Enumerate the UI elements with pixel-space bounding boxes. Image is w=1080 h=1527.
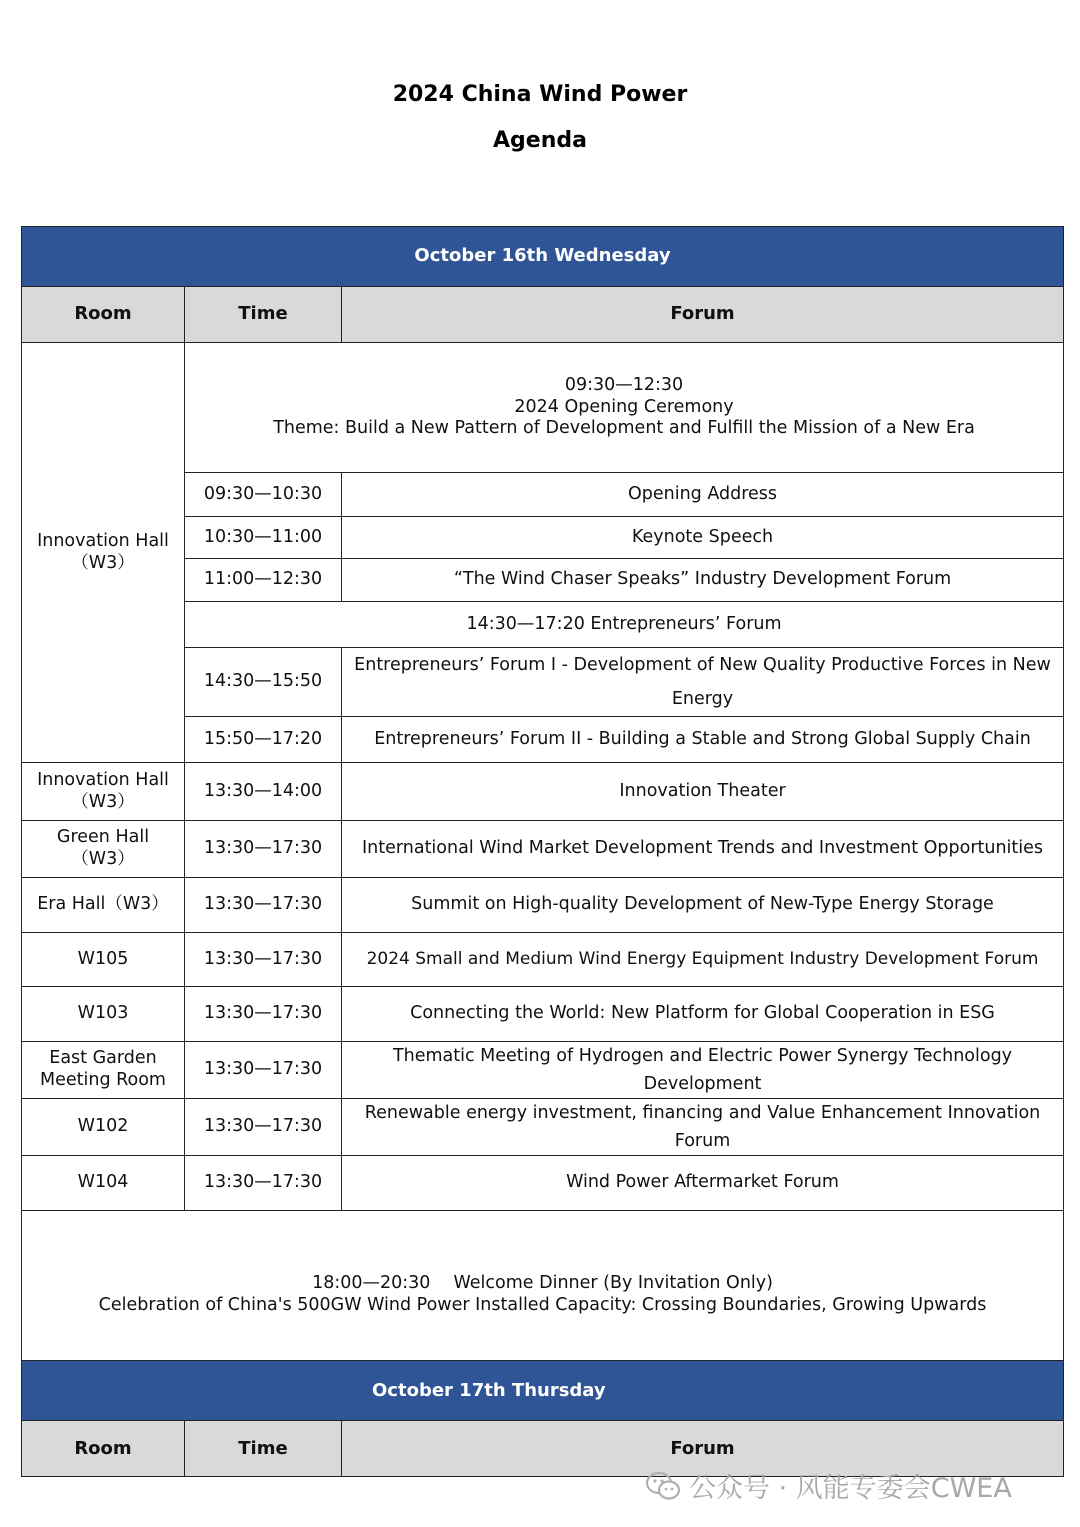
agenda-table <box>21 226 1064 1477</box>
session-time: 13:30—17:30 <box>185 1099 342 1156</box>
session-forum: Entrepreneurs’ Forum II - Building a Stable and Strong Global Supply Chain <box>342 717 1064 763</box>
table-row <box>22 763 1064 821</box>
session-forum: International Wind Market Development Trends and Investment Opportunities <box>342 821 1064 878</box>
table-row <box>22 1099 1064 1156</box>
room-column-header: Room <box>22 287 185 343</box>
dinner-celebration: Celebration of China's 500GW Wind Power Installed Capacity: Crossing Boundaries, Growing Upwards <box>98 1294 987 1315</box>
room-cell <box>22 1042 185 1099</box>
welcome-dinner-cell <box>22 1211 1064 1361</box>
room-code: （W3） <box>71 552 135 573</box>
opening-ceremony-cell <box>185 343 1064 473</box>
forum-column-header: Forum <box>342 1421 1064 1477</box>
room-cell <box>22 821 185 878</box>
day-header-thursday-label: October 17th Thursday <box>372 1379 606 1401</box>
session-forum: Keynote Speech <box>342 517 1064 559</box>
table-row <box>22 878 1064 933</box>
day-header-row <box>22 1361 1064 1421</box>
watermark-text: 公众号 · 风能专委会CWEA <box>689 1473 1012 1504</box>
table-row <box>22 343 1064 473</box>
time-column-header: Time <box>185 287 342 343</box>
day-header-row <box>22 227 1064 287</box>
time-column-header: Time <box>185 1421 342 1477</box>
room-name: East Garden <box>49 1048 157 1069</box>
room-code: （W3） <box>71 791 135 812</box>
session-time: 11:00—12:30 <box>185 559 342 602</box>
opening-time: 09:30—12:30 <box>564 374 684 395</box>
watermark <box>645 1466 1012 1505</box>
session-forum: “The Wind Chaser Speaks” Industry Development Forum <box>342 559 1064 602</box>
room-name: Innovation Hall <box>37 530 169 551</box>
room-column-header: Room <box>22 1421 185 1477</box>
session-forum: Wind Power Aftermarket Forum <box>342 1156 1064 1211</box>
room-name: Innovation Hall <box>37 769 169 790</box>
session-forum: Connecting the World: New Platform for Global Cooperation in ESG <box>342 987 1064 1042</box>
dinner-time-and-title: 18:00—20:30 Welcome Dinner (By Invitation Only) <box>312 1272 773 1293</box>
table-row <box>22 1211 1064 1361</box>
forum-column-header: Forum <box>342 287 1064 343</box>
room-cell: W103 <box>22 987 185 1042</box>
day-header-thursday <box>22 1361 1064 1421</box>
session-forum: Summit on High-quality Development of New-Type Energy Storage <box>342 878 1064 933</box>
session-time: 15:50—17:20 <box>185 717 342 763</box>
session-time: 13:30—17:30 <box>185 821 342 878</box>
session-time: 09:30—10:30 <box>185 473 342 517</box>
session-forum: Innovation Theater <box>342 763 1064 821</box>
session-time: 13:30—14:00 <box>185 763 342 821</box>
entrepreneurs-forum-header: 14:30—17:20 Entrepreneurs’ Forum <box>185 602 1064 648</box>
opening-theme: Theme: Build a New Pattern of Development and Fulfill the Mission of a New Era <box>273 418 975 439</box>
table-row <box>22 1042 1064 1099</box>
room-cell-innovation-hall <box>22 343 185 763</box>
session-time: 13:30—17:30 <box>185 878 342 933</box>
session-time: 13:30—17:30 <box>185 1042 342 1099</box>
session-forum: Renewable energy investment, financing and Value Enhancement Innovation Forum <box>342 1099 1064 1156</box>
session-time: 10:30—11:00 <box>185 517 342 559</box>
wechat-icon <box>645 1471 681 1501</box>
session-forum: Opening Address <box>342 473 1064 517</box>
room-cell: Era Hall（W3） <box>22 878 185 933</box>
document-subtitle: Agenda <box>493 128 587 153</box>
session-forum: Thematic Meeting of Hydrogen and Electric Power Synergy Technology Development <box>342 1042 1064 1099</box>
table-row <box>22 821 1064 878</box>
room-cell: W102 <box>22 1099 185 1156</box>
room-code: Meeting Room <box>40 1070 166 1091</box>
room-cell: W104 <box>22 1156 185 1211</box>
room-name: Green Hall <box>56 827 150 848</box>
session-time: 13:30—17:30 <box>185 1156 342 1211</box>
document-title: 2024 China Wind Power <box>392 82 688 107</box>
session-forum: 2024 Small and Medium Wind Energy Equipment Industry Development Forum <box>342 933 1064 987</box>
session-time: 13:30—17:30 <box>185 933 342 987</box>
session-forum: Entrepreneurs’ Forum I - Development of New Quality Productive Forces in New Energy <box>342 648 1064 717</box>
room-cell: W105 <box>22 933 185 987</box>
room-cell <box>22 763 185 821</box>
table-row <box>22 1156 1064 1211</box>
session-time: 14:30—15:50 <box>185 648 342 717</box>
column-header-row <box>22 287 1064 343</box>
day-header-wednesday: October 16th Wednesday <box>22 227 1064 287</box>
table-row <box>22 987 1064 1042</box>
session-time: 13:30—17:30 <box>185 987 342 1042</box>
opening-name: 2024 Opening Ceremony <box>514 396 734 417</box>
room-code: （W3） <box>71 849 135 870</box>
table-row <box>22 933 1064 987</box>
